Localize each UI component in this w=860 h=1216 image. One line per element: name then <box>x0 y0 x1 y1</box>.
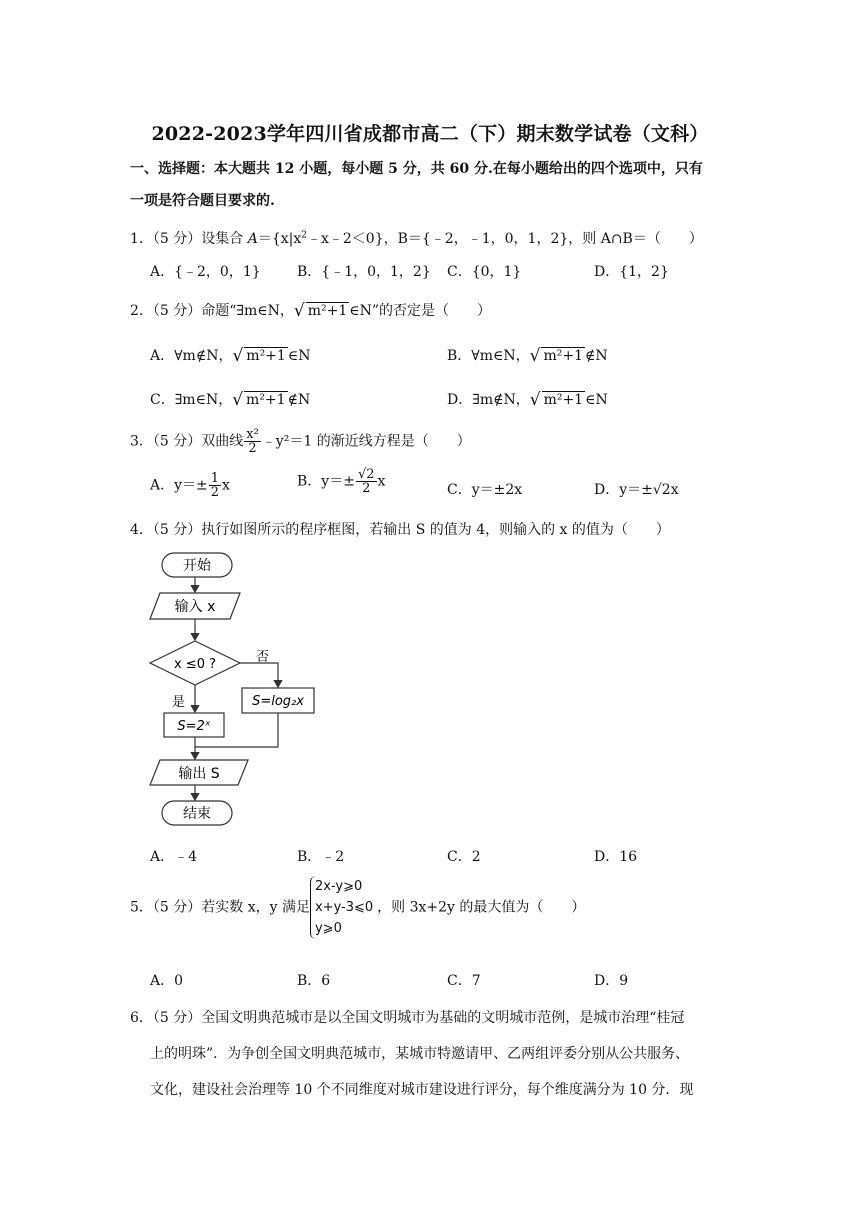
question-3-stem <box>130 428 471 455</box>
q3-a-num: 1 <box>210 471 220 486</box>
q2-c-radicand: m²+1 <box>246 392 286 408</box>
sqrt-icon: √ <box>232 346 244 366</box>
q1-option-c: C．{0，1} <box>447 264 522 280</box>
q1-stem-mid: ＝{x|x <box>257 231 302 247</box>
q5-constraint-2: x+y-3⩽0 <box>314 900 374 915</box>
q3-a-post: x <box>222 477 230 494</box>
flowchart-log-label: S=log₂x <box>252 694 304 709</box>
q3-option-c: C．y＝±2x <box>447 482 523 498</box>
q1-stem-post: ﹣x﹣2＜0}，B＝{﹣2，﹣1，0，1，2}，则 A∩B＝（ ） <box>307 231 703 247</box>
flowchart-no-label: 否 <box>256 650 270 665</box>
q5-stem-post: ，则 3x+2y 的最大值为（ ） <box>377 899 586 916</box>
page-title: 2022-2023学年四川省成都市高二（下）期末数学试卷（文科） <box>151 123 709 145</box>
q5-option-d: D．9 <box>594 973 629 989</box>
question-6-line3: 文化，建设社会治理等 10 个不同维度对城市建设进行评分，每个维度满分为 10 分．现 <box>150 1082 694 1098</box>
q3-a-fraction <box>209 472 221 499</box>
q3-option-a <box>150 472 230 499</box>
question-4-stem: 4．（5 分）执行如图所示的程序框图，若输出 S 的值为 4，则输入的 x 的值为（ ） <box>130 522 670 538</box>
q3-option-d <box>594 479 679 499</box>
flowchart-yes-label: 是 <box>172 695 186 710</box>
q3-d-root: √2 <box>652 482 671 498</box>
q2-a-tail: ∈N <box>287 348 311 364</box>
q5-stem-pre: 5．（5 分）若实数 x，y 满足 <box>130 899 310 916</box>
q2-d-label: D．∃m∉N， <box>447 392 530 408</box>
section-heading-line1: 一、选择题：本大题共 12 小题，每小题 5 分，共 60 分.在每小题给出的四个选项中，只有 <box>130 161 703 177</box>
q3-fraction <box>244 428 261 455</box>
q3-b-fraction <box>356 468 377 495</box>
flowchart-end-label: 结束 <box>183 806 211 822</box>
q2-c-tail: ∉N <box>287 392 311 408</box>
flowchart-pow-label: S=2ˣ <box>177 719 211 734</box>
q2-b-label: B．∀m∈N， <box>447 348 530 364</box>
q2-d-radicand: m²+1 <box>543 392 584 408</box>
q1-option-d: D．{1，2} <box>594 264 669 280</box>
q3-stem-post: ﹣y²＝1 的渐近线方程是（ ） <box>261 433 471 450</box>
sqrt-icon: √ <box>529 346 541 366</box>
q2-d-tail: ∈N <box>585 392 608 408</box>
q2-option-c <box>150 389 310 410</box>
flowchart-start-label: 开始 <box>183 558 211 574</box>
question-5-stem <box>130 876 585 939</box>
q3-stem-pre: 3．（5 分）双曲线 <box>130 433 244 450</box>
q3-b-pre: B．y＝± <box>297 473 355 490</box>
q4-option-a: A．﹣4 <box>150 849 198 865</box>
q3-d-post: x <box>670 482 679 498</box>
q3-option-b <box>297 468 385 495</box>
q2-option-d <box>447 389 608 410</box>
q1-exponent: 2 <box>301 230 307 241</box>
sqrt-icon: √ <box>232 390 244 410</box>
q3-b-post: x <box>377 473 386 490</box>
flowchart-decision-label: x ≤0 ? <box>173 657 217 672</box>
sqrt-icon: √ <box>529 390 541 410</box>
q5-constraint-1: 2x-y⩾0 <box>314 879 363 894</box>
flowchart <box>140 545 340 835</box>
question-6-line1: 6．（5 分）全国文明典范城市是以全国文明城市为基础的文明城市范例，是城市治理“桂冠 <box>130 1010 685 1026</box>
q2-radicand: m²+1 <box>307 303 348 319</box>
q3-a-pre: A．y＝± <box>150 477 208 494</box>
q2-c-label: C．∃m∈N， <box>150 392 233 408</box>
question-2-stem <box>130 300 491 321</box>
q3-d-pre: D．y＝± <box>594 482 653 498</box>
q5-constraint-3: y⩾0 <box>314 921 342 936</box>
q2-b-radicand: m²+1 <box>543 348 584 364</box>
q1-option-b: B．{﹣1，0，1，2} <box>297 264 431 280</box>
q2-option-b <box>447 345 608 366</box>
question-1-stem <box>130 228 703 248</box>
q3-b-den: 2 <box>362 481 371 496</box>
q1-set-a: A <box>247 231 258 247</box>
q5-option-a: A．0 <box>150 973 184 989</box>
q5-option-c: C．7 <box>447 973 481 989</box>
q2-stem-pre: 2．（5 分）命题“∃m∈N， <box>130 303 294 319</box>
q5-option-b: B．6 <box>297 973 331 989</box>
q1-option-a: A．{﹣2，0，1} <box>150 264 261 280</box>
q2-option-a <box>150 345 310 366</box>
q2-a-radicand: m²+1 <box>246 348 286 364</box>
q2-b-tail: ∉N <box>585 348 608 364</box>
q2-a-label: A．∀m∉N， <box>150 348 233 364</box>
q3-a-den: 2 <box>210 485 220 500</box>
flowchart-input-label: 输入 x <box>174 599 216 615</box>
q4-option-d: D．16 <box>594 849 638 865</box>
question-6-line2: 上的明珠”．为争创全国文明典范城市，某城市特邀请甲、乙两组评委分别从公共服务、 <box>150 1046 690 1062</box>
sqrt-icon: √ <box>293 301 305 321</box>
q3-frac-den: 2 <box>248 441 257 456</box>
q4-option-b: B．﹣2 <box>297 849 345 865</box>
flowchart-output-label: 输出 S <box>178 766 220 782</box>
q3-b-num: √2 <box>357 467 375 482</box>
q4-option-c: C．2 <box>447 849 481 865</box>
q1-stem-pre: 1．（5 分）设集合 <box>130 231 248 247</box>
q5-constraint-system <box>310 876 377 939</box>
section-heading-line2: 一项是符合题目要求的. <box>130 193 275 209</box>
q3-frac-num: x² <box>246 427 259 442</box>
q2-stem-post: ∈N”的否定是（ ） <box>349 303 492 319</box>
